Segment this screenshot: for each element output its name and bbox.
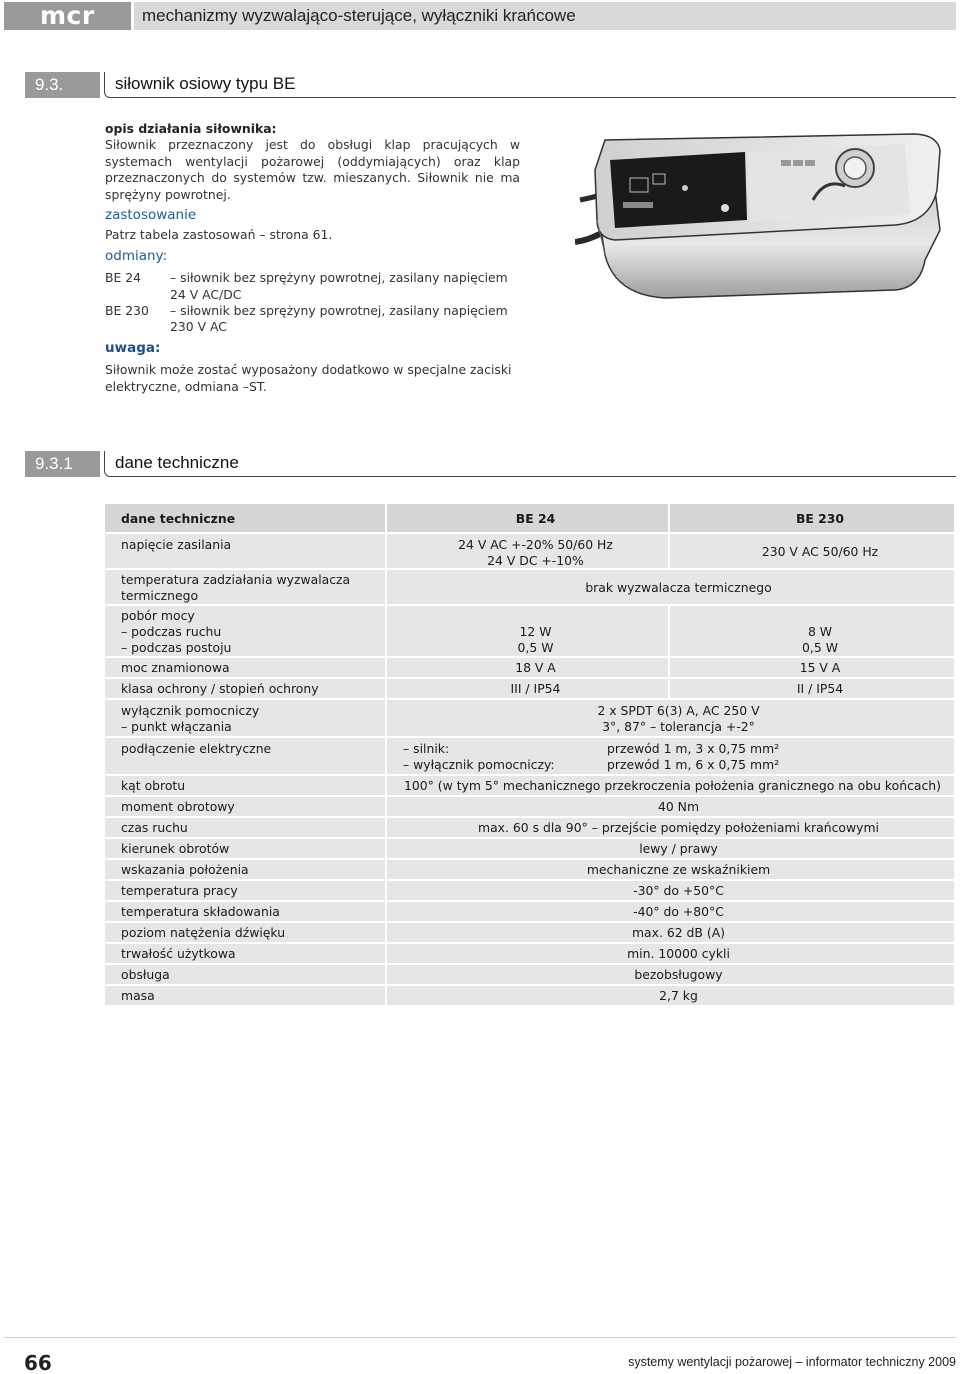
table-row [105, 736, 954, 774]
row-label: temperatura składowania [105, 902, 387, 921]
table-row [105, 774, 954, 795]
table-row [105, 963, 954, 984]
table-row [105, 795, 954, 816]
row-label: napięcie zasilania [105, 534, 387, 568]
row-label: klasa ochrony / stopień ochrony [105, 679, 387, 698]
value-line: 8 W [807, 624, 833, 639]
description-block [105, 121, 520, 395]
opis-label: opis działania siłownika: [105, 121, 277, 136]
row-value: max. 60 s dla 90° – przejście pomiędzy położeniami krańcowymi [478, 820, 879, 835]
row-value: brak wyzwalacza termicznego [585, 580, 772, 595]
row-value: III / IP54 [387, 679, 670, 698]
table-header-row [105, 502, 954, 532]
table-row [105, 879, 954, 900]
row-value: 230 V AC 50/60 Hz [761, 544, 879, 559]
footer-divider [4, 1337, 956, 1338]
row-value: 18 V A [387, 658, 670, 677]
value-line: 3°, 87° – tolerancja +-2° [602, 719, 755, 734]
row-value [387, 700, 954, 736]
label-line: pobór mocy [121, 608, 195, 623]
label-line: – podczas postoju [121, 640, 232, 655]
row-value: 40 Nm [657, 799, 700, 814]
row-label: kierunek obrotów [105, 839, 387, 858]
variant-item [105, 303, 520, 336]
tech-data-table [105, 502, 954, 1005]
variant-code: BE 24 [105, 270, 142, 286]
row-value: 15 V A [799, 660, 841, 675]
row-label: obsługa [105, 965, 387, 984]
label-line: – punkt włączania [121, 719, 232, 734]
header-cell: dane techniczne [105, 504, 387, 532]
row-label [105, 570, 387, 604]
row-label: podłączenie elektryczne [105, 738, 387, 774]
label-line: temperatura zadziałania wyzwalacza [121, 572, 351, 587]
odmiany-label: odmiany: [105, 247, 168, 264]
connection-label: – silnik: [403, 741, 450, 756]
header-cell: BE 230 [795, 511, 845, 526]
variant-text-2: 24 V AC/DC [170, 286, 242, 302]
brand-logo: mcr [4, 2, 131, 30]
table-row [105, 568, 954, 604]
table-row [105, 656, 954, 677]
table-row [105, 698, 954, 736]
uwaga-label: uwaga: [105, 339, 161, 356]
row-label: trwałość użytkowa [105, 944, 387, 963]
value-line: 24 V DC +-10% [487, 553, 584, 568]
variant-code: BE 230 [105, 303, 149, 319]
value-line: 12 W [519, 624, 552, 639]
row-value [387, 534, 670, 568]
row-label: poziom natężenia dźwięku [105, 923, 387, 942]
row-value: 2,7 kg [659, 988, 698, 1003]
zastosowanie-label: zastosowanie [105, 207, 197, 224]
row-value: max. 62 dB (A) [631, 925, 726, 940]
value-line: 0,5 W [802, 640, 838, 655]
row-label: kąt obrotu [105, 776, 387, 795]
table-row [105, 984, 954, 1005]
row-label: temperatura pracy [105, 881, 387, 900]
section-title: siłownik osiowy typu BE [115, 74, 296, 93]
table-row [105, 532, 954, 568]
row-label [105, 606, 387, 656]
row-label [105, 700, 387, 736]
uwaga-text: Siłownik może zostać wyposażony dodatkowo w specjalne zaciski elektryczne, odmiana –ST. [105, 362, 512, 394]
page-number: 66 [24, 1351, 52, 1374]
zastosowanie-text: Patrz tabela zastosowań – strona 61. [105, 227, 333, 243]
variant-text: – siłownik bez sprężyny powrotnej, zasilany napięciem [170, 303, 508, 319]
section-number: 9.3. [25, 72, 100, 98]
row-value: mechaniczne ze wskaźnikiem [586, 862, 771, 877]
label-line: wyłącznik pomocniczy [121, 703, 260, 718]
connection-value: przewód 1 m, 3 x 0,75 mm² [607, 741, 780, 756]
label-line: termicznego [121, 588, 199, 603]
row-label: masa [105, 986, 387, 1005]
row-label: moc znamionowa [105, 658, 387, 677]
connection-value: przewód 1 m, 6 x 0,75 mm² [607, 757, 780, 772]
header-cell: BE 24 [387, 504, 670, 532]
row-value: II / IP54 [796, 681, 844, 696]
value-line: 2 x SPDT 6(3) A, AC 250 V [597, 703, 760, 718]
table-row [105, 677, 954, 698]
table-row [105, 900, 954, 921]
row-value: min. 10000 cykli [627, 946, 730, 961]
variant-text-2: 230 V AC [170, 319, 227, 335]
connection-label: – wyłącznik pomocniczy: [403, 757, 555, 772]
row-value: -40° do +80°C [633, 904, 724, 919]
table-row [105, 837, 954, 858]
table-row [105, 921, 954, 942]
actuator-photo [575, 130, 960, 305]
row-value: 100° (w tym 5° mechanicznego przekroczenia położenia granicznego na obu końcach) [404, 778, 941, 793]
opis-text: Siłownik przeznaczony jest do obsługi klap pracujących w systemach wentylacji pożarowej (oddymiających) oraz klap przeznaczonych do systemów tzw. mieszanych. Siłownik nie ma sprężyny powrotnej. [105, 137, 520, 202]
row-value [670, 606, 954, 656]
table-row [105, 816, 954, 837]
row-value: lewy / prawy [639, 841, 718, 856]
page-header-title: mechanizmy wyzwalająco-sterujące, wyłączniki krańcowe [134, 2, 956, 30]
section-title: dane techniczne [115, 453, 239, 472]
row-label: moment obrotowy [105, 797, 387, 816]
row-value [387, 738, 954, 774]
row-value [387, 606, 670, 656]
value-line: 24 V AC +-20% 50/60 Hz [458, 537, 613, 552]
row-label: czas ruchu [105, 818, 387, 837]
table-row [105, 942, 954, 963]
label-line: – podczas ruchu [121, 624, 222, 639]
variant-item [105, 270, 520, 303]
table-row [105, 604, 954, 656]
footer-text: systemy wentylacji pożarowej – informator techniczny 2009 [628, 1355, 956, 1369]
row-label: wskazania położenia [105, 860, 387, 879]
variant-text: – siłownik bez sprężyny powrotnej, zasilany napięciem [170, 270, 508, 286]
section-number: 9.3.1 [25, 451, 100, 477]
row-value: -30° do +50°C [633, 883, 724, 898]
value-line: 0,5 W [517, 640, 554, 655]
row-value: bezobsługowy [634, 967, 723, 982]
table-row [105, 858, 954, 879]
